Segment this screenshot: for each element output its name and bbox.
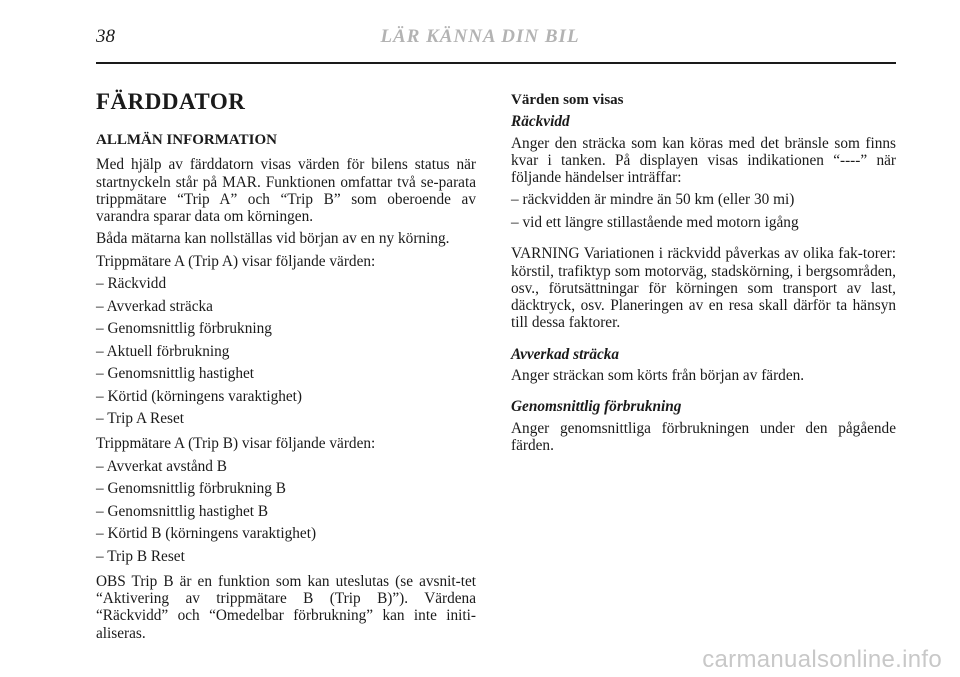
- range-text: Anger den sträcka som kan köras med det bränsle som finns kvar i tanken. På displayen visas indikationen “----” när följande händelser inträffar:: [511, 134, 896, 187]
- page-number: 38: [96, 26, 115, 47]
- list-item: – Körtid (körningens varaktighet): [96, 387, 303, 405]
- values-shown-heading: Värden som visas: [511, 92, 624, 108]
- list-item: – Räckvidd: [96, 275, 167, 293]
- left-column: [96, 80, 476, 647]
- list-item: – Genomsnittlig hastighet B: [96, 502, 269, 520]
- list-item: – Genomsnittlig förbrukning: [96, 320, 272, 338]
- trip-a-intro: Trippmätare A (Trip A) visar följande värden:: [96, 252, 376, 270]
- trip-a-list: [96, 275, 476, 427]
- list-item: – Körtid B (körningens varaktighet): [96, 525, 317, 543]
- right-column: [511, 80, 896, 459]
- trip-b-intro: Trippmätare A (Trip B) visar följande värden:: [96, 435, 376, 453]
- range-heading: Räckvidd: [511, 113, 570, 131]
- list-item: – Genomsnittlig förbrukning B: [96, 480, 286, 498]
- range-warning: VARNING Variationen i räckvidd påverkas av olika fak-torer: körstil, trafiktyp som motorväg, stadskörning, i bergsområden, osv., förutsättningar för körningen som transport av last, däcktryck, osv. Planeringen av en resa skall därför ta hänsyn till dessa faktorer.: [511, 245, 896, 332]
- list-item: – Trip B Reset: [96, 547, 185, 565]
- obs-note: OBS Trip B är en funktion som kan uteslutas (se avsnit-tet “Aktivering av trippmätare B (Trip B)”). Värdena “Räckvidd” och “Omedelbar förbrukning” kan inte initi-aliseras.: [96, 572, 476, 642]
- list-item: – Genomsnittlig hastighet: [96, 365, 255, 383]
- list-item: – Trip A Reset: [96, 409, 184, 427]
- list-item: – räckvidden är mindre än 50 km (eller 30 mi): [511, 191, 795, 209]
- general-info-heading: ALLMÄN INFORMATION: [96, 132, 277, 148]
- list-item: – Avverkat avstånd B: [96, 457, 227, 475]
- list-item: – Aktuell förbrukning: [96, 342, 230, 360]
- avg-consumption-text: Anger genomsnittliga förbrukningen under den pågående färden.: [511, 419, 896, 454]
- trip-b-list: [96, 458, 476, 565]
- header-rule: [96, 62, 896, 64]
- distance-text: Anger sträckan som körts från början av färden.: [511, 367, 805, 385]
- list-item: – vid ett längre stillastående med motorn igång: [511, 213, 799, 231]
- running-head: LÄR KÄNNA DIN BIL: [380, 26, 580, 47]
- watermark: carmanualsonline.info: [702, 646, 942, 673]
- distance-heading: Avverkad sträcka: [511, 345, 620, 363]
- intro-paragraph: Med hjälp av färddatorn visas värden för bilens status när startnyckeln står på MAR. Funktionen omfattar två se-parata trippmätare “Trip A” och “Trip B” som oberoende av varandra sparar data om körningen.: [96, 156, 476, 226]
- avg-consumption-heading: Genomsnittlig förbrukning: [511, 398, 682, 416]
- list-item: – Avverkad sträcka: [96, 297, 213, 315]
- reset-note: Båda mätarna kan nollställas vid början av en ny körning.: [96, 230, 450, 248]
- chapter-title: FÄRDDATOR: [96, 89, 246, 114]
